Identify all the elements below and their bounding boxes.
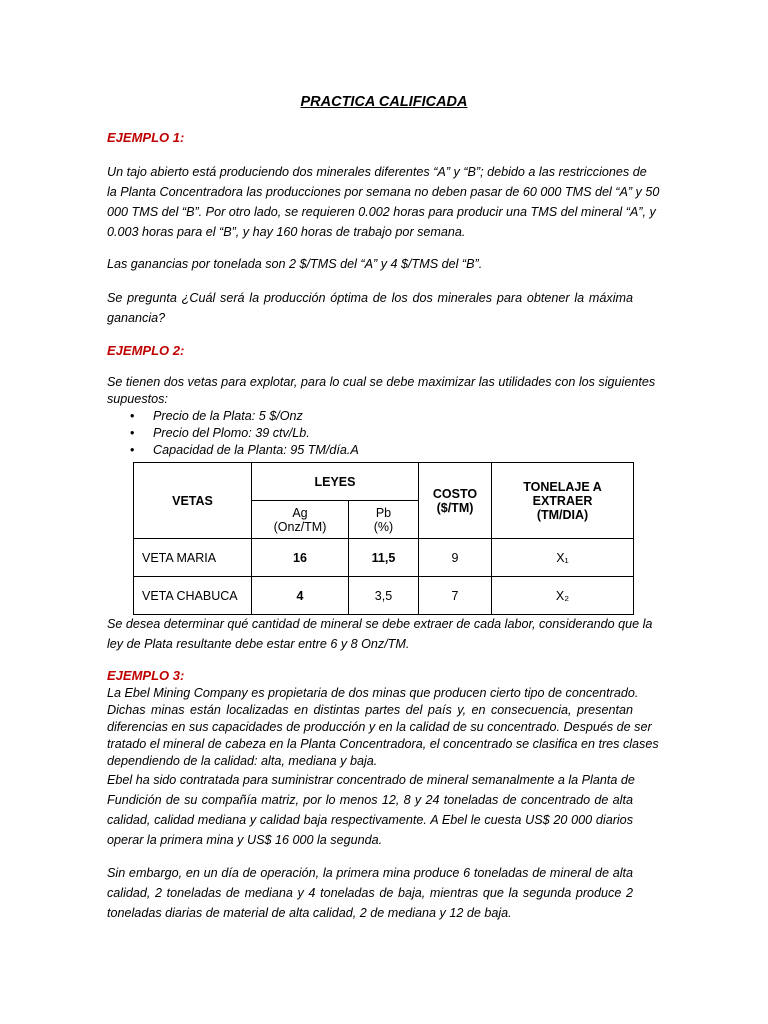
ejemplo-1-heading: EJEMPLO 1: xyxy=(107,130,185,145)
pb-header-line: (%) xyxy=(373,519,394,534)
text-line: dependiendo de la calidad: alta, mediana y baja. xyxy=(107,754,378,768)
text-line: Se pregunta ¿Cuál será la producción óptima de los dos minerales para obtener la máxima xyxy=(107,291,633,305)
text-line: Dichas minas están localizadas en distintas partes del país y, en consecuencia, presentan xyxy=(107,703,633,717)
costo-header xyxy=(419,463,492,539)
vetas-table xyxy=(133,462,634,615)
text-line: Un tajo abierto está produciendo dos minerales diferentes “A” y “B”; debido a las restricciones de xyxy=(107,165,647,179)
list-item xyxy=(107,408,627,425)
pb-header-line: Pb xyxy=(375,505,392,520)
supuestos-list xyxy=(107,408,627,459)
text-line: Ebel ha sido contratada para suministrar concentrado de mineral semanalmente a la Planta de xyxy=(107,773,635,787)
list-item-text: Precio del Plomo: 39 ctv/Lb. xyxy=(153,426,310,440)
ejemplo-2-heading: EJEMPLO 2: xyxy=(107,343,185,358)
list-item-text: Capacidad de la Planta: 95 TM/día.A xyxy=(153,443,359,457)
table-row xyxy=(134,539,634,577)
text-line: Sin embargo, en un día de operación, la primera mina produce 6 toneladas de mineral de alta xyxy=(107,866,633,880)
vetas-header: VETAS xyxy=(134,463,252,539)
costo-header-line: ($/TM) xyxy=(436,500,474,515)
text-line: calidad, calidad mediana y calidad baja respectivamente. A Ebel le cuesta US$ 20 000 diarios xyxy=(107,813,633,827)
text-line: Fundición de su compañía matriz, por lo menos 12, 8 y 24 toneladas de concentrado de alta xyxy=(107,793,633,807)
text-line: la Planta Concentradora las producciones por semana no deben pasar de 60 000 TMS del “A” y 50 xyxy=(107,185,660,199)
ag-cell: 4 xyxy=(252,577,349,615)
pb-cell: 3,5 xyxy=(349,577,419,615)
pb-header xyxy=(349,501,419,539)
costo-cell: 9 xyxy=(419,539,492,577)
text-line: operar la primera mina y US$ 16 000 la segunda. xyxy=(107,833,383,847)
ejemplo-3-heading: EJEMPLO 3: xyxy=(107,668,185,683)
ag-cell: 16 xyxy=(252,539,349,577)
list-item xyxy=(107,425,627,442)
text-line: calidad, 2 toneladas de mediana y 4 toneladas de baja, mientras que la segunda produce 2 xyxy=(107,886,633,900)
costo-cell: 7 xyxy=(419,577,492,615)
tonelaje-cell: X₂ xyxy=(492,577,634,615)
leyes-header: LEYES xyxy=(252,463,419,501)
ag-header-line: (Onz/TM) xyxy=(273,519,327,534)
text-line: supuestos: xyxy=(107,392,168,406)
bullet-icon: • xyxy=(130,409,135,423)
text-line: diferencias en sus capacidades de producción y en la calidad de su concentrado. Después de ser xyxy=(107,720,652,734)
list-item-text: Precio de la Plata: 5 $/Onz xyxy=(153,409,303,423)
text-line: Se tienen dos vetas para explotar, para lo cual se debe maximizar las utilidades con los siguientes xyxy=(107,375,656,389)
veta-cell: VETA MARIA xyxy=(134,539,252,577)
text-line: toneladas diarias de material de alta calidad, 2 de mediana y 12 de baja. xyxy=(107,906,512,920)
ejemplo-2-intro xyxy=(107,374,656,408)
tonelaje-header-line: (TM/DIA) xyxy=(536,507,589,522)
costo-header-line: COSTO xyxy=(432,486,478,501)
ejemplo-1-paragraph-2: Las ganancias por tonelada son 2 $/TMS del “A” y 4 $/TMS del “B”. xyxy=(107,257,483,271)
ejemplo-2-conclusion xyxy=(107,614,653,654)
bullet-icon: • xyxy=(130,426,135,440)
ag-header xyxy=(252,501,349,539)
text-line: 000 TMS del “B”. Por otro lado, se requieren 0.002 horas para producir una TMS del mineral “A”, y xyxy=(107,205,656,219)
pb-cell: 11,5 xyxy=(349,539,419,577)
text-line: tratado el mineral de cabeza en la Planta Concentradora, el concentrado se clasifica en tres clases xyxy=(107,737,659,751)
text-line: Se desea determinar qué cantidad de mineral se debe extraer de cada labor, considerando que la xyxy=(107,617,653,631)
ejemplo-1-paragraph-1 xyxy=(107,162,660,242)
tonelaje-header-line: TONELAJE A EXTRAER xyxy=(523,479,602,508)
page-title: PRACTICA CALIFICADA xyxy=(300,94,468,110)
text-line: 0.003 horas para el “B”, y hay 160 horas de trabajo por semana. xyxy=(107,225,466,239)
text-line: La Ebel Mining Company es propietaria de dos minas que producen cierto tipo de concentrado. xyxy=(107,686,639,700)
ejemplo-3-paragraph-2 xyxy=(107,770,633,850)
tonelaje-header xyxy=(492,463,634,539)
ejemplo-1-paragraph-3 xyxy=(107,288,633,328)
bullet-icon: • xyxy=(130,443,135,457)
ag-header-line: Ag xyxy=(292,505,308,520)
text-line: ley de Plata resultante debe estar entre 6 y 8 Onz/TM. xyxy=(107,637,410,651)
ejemplo-3-paragraph-1 xyxy=(107,685,659,770)
table-row xyxy=(134,577,634,615)
tonelaje-cell: X₁ xyxy=(492,539,634,577)
ejemplo-3-paragraph-3 xyxy=(107,863,633,923)
table-header-row xyxy=(134,463,634,501)
list-item xyxy=(107,442,627,459)
veta-cell: VETA CHABUCA xyxy=(134,577,252,615)
text-line: ganancia? xyxy=(107,311,166,325)
